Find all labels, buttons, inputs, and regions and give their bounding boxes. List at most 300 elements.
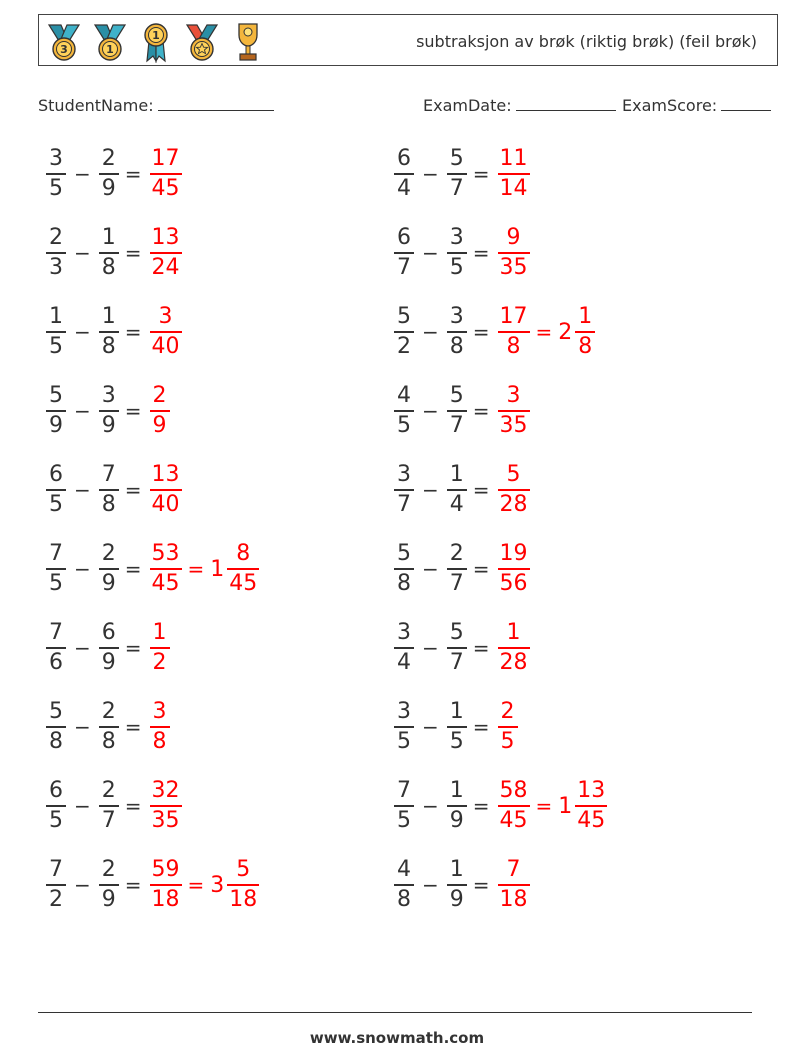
problem-item: [44, 458, 184, 522]
subtrahend-fraction: [99, 701, 119, 753]
subtrahend-numerator: 2: [101, 857, 116, 883]
minuend-fraction: [46, 385, 66, 437]
answer: [496, 148, 532, 200]
minuend-denominator: 5: [49, 175, 63, 201]
minus-sign: −: [74, 715, 91, 739]
answer: [148, 780, 184, 832]
subtrahend-denominator: 5: [449, 254, 464, 280]
subtrahend-fraction: [99, 148, 119, 200]
equals-sign: =: [124, 873, 142, 897]
subtrahend-numerator: 7: [101, 462, 116, 488]
answer: [496, 622, 532, 674]
subtrahend-denominator: 9: [101, 886, 116, 912]
minuend-fraction: [394, 227, 414, 279]
minuend-fraction: [394, 701, 414, 753]
answer-numerator: 2: [500, 699, 515, 725]
minuend-fraction: [394, 543, 414, 595]
answer-fraction: [150, 859, 182, 911]
minuend-fraction: [394, 148, 414, 200]
answer: [496, 464, 532, 516]
footer-divider: [38, 1012, 752, 1013]
answer-denominator: 14: [499, 175, 528, 201]
answer-denominator: 28: [499, 491, 528, 517]
equals-sign: =: [472, 399, 490, 423]
mixed-denominator: 45: [229, 570, 258, 596]
answer-fraction: [498, 148, 530, 200]
minuend-fraction: [46, 701, 66, 753]
answer-denominator: 40: [151, 333, 180, 359]
equals-sign: =: [472, 715, 490, 739]
answer: [496, 701, 520, 753]
trophy-icon: [229, 21, 267, 63]
answer: [148, 859, 262, 911]
minus-sign: −: [74, 794, 91, 818]
problem-item: [44, 142, 184, 206]
subtrahend-fraction: [447, 306, 467, 358]
answer-numerator: 2: [152, 383, 167, 409]
subtrahend-fraction: [447, 780, 467, 832]
answer: [148, 701, 172, 753]
minuend-numerator: 3: [49, 146, 63, 172]
minus-sign: −: [74, 399, 91, 423]
problem-item: [44, 300, 184, 364]
subtrahend-fraction: [99, 780, 119, 832]
student-name-label: StudentName:: [38, 96, 154, 115]
answer-numerator: 3: [152, 699, 167, 725]
mixed-equals-sign: =: [535, 794, 553, 818]
minuend-fraction: [394, 622, 414, 674]
answer-numerator: 3: [158, 304, 173, 330]
answer-fraction: [498, 385, 530, 437]
answer-denominator: 35: [151, 807, 180, 833]
minus-sign: −: [422, 162, 439, 186]
answer-fraction: [150, 622, 170, 674]
medal-row: [45, 21, 267, 63]
subtrahend-numerator: 3: [101, 383, 116, 409]
problem-item: [44, 774, 184, 838]
minuend-fraction: [46, 859, 66, 911]
mixed-fraction: [575, 780, 607, 832]
problem-item: [44, 221, 184, 285]
mixed-denominator: 45: [577, 807, 606, 833]
minuend-numerator: 7: [49, 620, 63, 646]
answer-denominator: 18: [151, 886, 180, 912]
minuend-fraction: [394, 859, 414, 911]
minus-sign: −: [422, 715, 439, 739]
answer-denominator: 45: [499, 807, 528, 833]
answer-numerator: 58: [499, 778, 528, 804]
minuend-denominator: 8: [397, 886, 411, 912]
answer-numerator: 7: [506, 857, 521, 883]
equals-sign: =: [124, 557, 142, 581]
student-name-field[interactable]: [158, 92, 274, 111]
answer-fraction: [150, 701, 170, 753]
mixed-denominator: 8: [578, 333, 593, 359]
subtrahend-denominator: 8: [101, 254, 116, 280]
minuend-fraction: [46, 543, 66, 595]
minuend-numerator: 4: [397, 383, 411, 409]
answer-denominator: 35: [499, 412, 528, 438]
problem-item: [44, 379, 172, 443]
problem-item: [392, 616, 532, 680]
minus-sign: −: [422, 636, 439, 660]
subtrahend-fraction: [99, 464, 119, 516]
answer-denominator: 9: [152, 412, 167, 438]
answer: [496, 227, 532, 279]
mixed-numerator: 5: [236, 857, 251, 883]
minus-sign: −: [74, 636, 91, 660]
subtrahend-denominator: 9: [101, 649, 116, 675]
answer-denominator: 24: [151, 254, 180, 280]
exam-score-field[interactable]: [721, 92, 771, 111]
answer: [496, 543, 532, 595]
answer: [496, 859, 532, 911]
subtrahend-denominator: 8: [101, 728, 116, 754]
equals-sign: =: [472, 478, 490, 502]
answer-fraction: [498, 622, 530, 674]
subtrahend-numerator: 2: [101, 146, 116, 172]
answer: [148, 543, 262, 595]
subtrahend-numerator: 2: [101, 778, 116, 804]
answer-numerator: 17: [499, 304, 528, 330]
problem-item: [44, 853, 261, 917]
subtrahend-fraction: [99, 622, 119, 674]
subtrahend-numerator: 3: [449, 225, 464, 251]
answer-numerator: 59: [151, 857, 180, 883]
answer-denominator: 8: [152, 728, 167, 754]
exam-date-label: ExamDate:: [423, 96, 512, 115]
minuend-fraction: [46, 622, 66, 674]
minus-sign: −: [74, 320, 91, 344]
subtrahend-numerator: 2: [101, 699, 116, 725]
minuend-denominator: 7: [397, 491, 411, 517]
minuend-numerator: 3: [397, 620, 411, 646]
answer-denominator: 28: [499, 649, 528, 675]
subtrahend-numerator: 1: [449, 699, 464, 725]
student-name-row: [38, 92, 274, 115]
equals-sign: =: [124, 320, 142, 344]
svg-text:1: 1: [152, 29, 160, 42]
minuend-denominator: 7: [397, 254, 411, 280]
minuend-denominator: 5: [397, 412, 411, 438]
minuend-numerator: 5: [49, 383, 63, 409]
answer: [148, 385, 172, 437]
minuend-fraction: [46, 306, 66, 358]
minuend-fraction: [46, 464, 66, 516]
minus-sign: −: [74, 162, 91, 186]
answer-numerator: 13: [151, 225, 180, 251]
answer-numerator: 1: [506, 620, 521, 646]
equals-sign: =: [124, 636, 142, 660]
problem-item: [392, 537, 532, 601]
minus-sign: −: [422, 478, 439, 502]
minuend-denominator: 5: [49, 333, 63, 359]
minuend-denominator: 5: [49, 570, 63, 596]
answer-denominator: 18: [499, 886, 528, 912]
minuend-fraction: [394, 306, 414, 358]
answer-fraction: [150, 306, 182, 358]
minuend-numerator: 7: [49, 857, 63, 883]
answer-denominator: 5: [500, 728, 515, 754]
subtrahend-numerator: 3: [449, 304, 464, 330]
ribbon-medal-1-icon: [137, 21, 175, 63]
answer-numerator: 13: [151, 462, 180, 488]
minuend-numerator: 7: [397, 778, 411, 804]
minuend-numerator: 6: [49, 462, 63, 488]
star-medal-icon: [183, 21, 221, 63]
answer-fraction: [498, 227, 530, 279]
minuend-numerator: 5: [397, 304, 411, 330]
answer-denominator: 40: [151, 491, 180, 517]
answer-fraction: [498, 306, 530, 358]
exam-score-row: [622, 92, 771, 115]
subtrahend-denominator: 9: [449, 807, 464, 833]
subtrahend-denominator: 8: [449, 333, 464, 359]
equals-sign: =: [124, 478, 142, 502]
answer-numerator: 53: [151, 541, 180, 567]
minuend-denominator: 5: [49, 491, 63, 517]
answer-numerator: 9: [506, 225, 521, 251]
subtrahend-fraction: [447, 701, 467, 753]
problem-item: [44, 616, 172, 680]
subtrahend-denominator: 9: [101, 412, 116, 438]
answer-numerator: 1: [152, 620, 167, 646]
minus-sign: −: [74, 557, 91, 581]
equals-sign: =: [472, 241, 490, 265]
minus-sign: −: [422, 557, 439, 581]
minuend-numerator: 3: [397, 699, 411, 725]
minuend-fraction: [394, 780, 414, 832]
answer: [148, 464, 184, 516]
minuend-numerator: 1: [49, 304, 63, 330]
minuend-numerator: 5: [397, 541, 411, 567]
problem-item: [392, 221, 532, 285]
answer-numerator: 5: [506, 462, 521, 488]
minus-sign: −: [422, 873, 439, 897]
subtrahend-denominator: 8: [101, 333, 116, 359]
equals-sign: =: [472, 320, 490, 344]
minuend-numerator: 6: [397, 146, 411, 172]
answer-numerator: 11: [499, 146, 528, 172]
subtrahend-fraction: [99, 859, 119, 911]
answer-denominator: 45: [151, 175, 180, 201]
subtrahend-numerator: 1: [449, 462, 464, 488]
subtrahend-fraction: [447, 859, 467, 911]
problem-item: [392, 458, 532, 522]
mixed-fraction: [227, 859, 259, 911]
answer-fraction: [150, 148, 182, 200]
minuend-fraction: [46, 780, 66, 832]
minus-sign: −: [422, 399, 439, 423]
minuend-denominator: 3: [49, 254, 63, 280]
minus-sign: −: [422, 794, 439, 818]
medal-1-icon: [91, 21, 129, 63]
minuend-fraction: [394, 464, 414, 516]
answer: [496, 780, 610, 832]
minus-sign: −: [422, 320, 439, 344]
worksheet-title: subtraksjon av brøk (riktig brøk) (feil brøk): [416, 32, 757, 51]
equals-sign: =: [124, 715, 142, 739]
subtrahend-denominator: 7: [449, 649, 464, 675]
answer: [148, 227, 184, 279]
answer-fraction: [498, 701, 518, 753]
problem-item: [392, 853, 532, 917]
subtrahend-denominator: 9: [101, 570, 116, 596]
mixed-numerator: 13: [577, 778, 606, 804]
problem-item: [392, 774, 609, 838]
answer-denominator: 8: [506, 333, 521, 359]
minuend-denominator: 4: [397, 649, 411, 675]
answer-numerator: 32: [151, 778, 180, 804]
minuend-denominator: 4: [397, 175, 411, 201]
subtrahend-fraction: [99, 543, 119, 595]
subtrahend-fraction: [99, 385, 119, 437]
answer-fraction: [150, 464, 182, 516]
mixed-fraction: [227, 543, 259, 595]
minuend-numerator: 5: [49, 699, 63, 725]
subtrahend-numerator: 1: [101, 225, 116, 251]
subtrahend-denominator: 7: [101, 807, 116, 833]
equals-sign: =: [472, 557, 490, 581]
mixed-whole-number: 1: [558, 793, 573, 819]
minuend-fraction: [46, 227, 66, 279]
minuend-denominator: 2: [397, 333, 411, 359]
equals-sign: =: [124, 794, 142, 818]
minus-sign: −: [74, 241, 91, 265]
minuend-numerator: 4: [397, 857, 411, 883]
minuend-denominator: 9: [49, 412, 63, 438]
subtrahend-denominator: 7: [449, 412, 464, 438]
problem-item: [44, 695, 172, 759]
answer: [148, 622, 172, 674]
answer-fraction: [150, 543, 182, 595]
problem-item: [392, 300, 597, 364]
answer-denominator: 45: [151, 570, 180, 596]
exam-date-field[interactable]: [516, 92, 616, 111]
subtrahend-numerator: 6: [101, 620, 116, 646]
minuend-denominator: 6: [49, 649, 63, 675]
mixed-equals-sign: =: [187, 873, 205, 897]
equals-sign: =: [124, 241, 142, 265]
minus-sign: −: [74, 478, 91, 502]
minuend-denominator: 5: [49, 807, 63, 833]
answer: [496, 385, 532, 437]
subtrahend-numerator: 1: [101, 304, 116, 330]
subtrahend-denominator: 9: [101, 175, 116, 201]
subtrahend-denominator: 4: [449, 491, 464, 517]
minuend-denominator: 8: [397, 570, 411, 596]
subtrahend-denominator: 7: [449, 175, 464, 201]
answer-numerator: 17: [151, 146, 180, 172]
subtrahend-fraction: [99, 306, 119, 358]
mixed-whole-number: 1: [210, 556, 225, 582]
answer-denominator: 56: [499, 570, 528, 596]
subtrahend-fraction: [447, 148, 467, 200]
minus-sign: −: [74, 873, 91, 897]
mixed-equals-sign: =: [535, 320, 553, 344]
answer-fraction: [150, 780, 182, 832]
mixed-whole-number: 2: [558, 319, 573, 345]
mixed-equals-sign: =: [187, 557, 205, 581]
equals-sign: =: [124, 162, 142, 186]
minuend-fraction: [394, 385, 414, 437]
subtrahend-numerator: 5: [449, 620, 464, 646]
minuend-denominator: 5: [397, 807, 411, 833]
answer-fraction: [498, 859, 530, 911]
minuend-numerator: 6: [397, 225, 411, 251]
answer-denominator: 2: [152, 649, 167, 675]
mixed-numerator: 1: [578, 304, 593, 330]
svg-text:3: 3: [60, 43, 68, 56]
subtrahend-fraction: [447, 622, 467, 674]
subtrahend-denominator: 7: [449, 570, 464, 596]
answer: [148, 148, 184, 200]
minuend-denominator: 8: [49, 728, 63, 754]
subtrahend-fraction: [447, 543, 467, 595]
problem-item: [392, 695, 520, 759]
answer-fraction: [498, 543, 530, 595]
minuend-numerator: 6: [49, 778, 63, 804]
answer-fraction: [498, 780, 530, 832]
worksheet-header: [38, 14, 778, 66]
answer: [148, 306, 184, 358]
footer-url: www.snowmath.com: [309, 1029, 485, 1047]
answer: [496, 306, 598, 358]
equals-sign: =: [472, 873, 490, 897]
subtrahend-numerator: 2: [449, 541, 464, 567]
equals-sign: =: [472, 162, 490, 186]
minuend-denominator: 2: [49, 886, 63, 912]
answer-denominator: 35: [499, 254, 528, 280]
mixed-whole-number: 3: [210, 872, 225, 898]
answer-fraction: [150, 385, 170, 437]
problem-item: [44, 537, 261, 601]
minuend-numerator: 2: [49, 225, 63, 251]
answer-numerator: 3: [506, 383, 521, 409]
svg-text:1: 1: [106, 43, 114, 56]
subtrahend-numerator: 1: [449, 857, 464, 883]
problem-item: [392, 142, 532, 206]
equals-sign: =: [124, 399, 142, 423]
subtrahend-fraction: [447, 227, 467, 279]
exam-date-row: [423, 92, 616, 115]
answer-fraction: [150, 227, 182, 279]
subtrahend-denominator: 9: [449, 886, 464, 912]
answer-fraction: [498, 464, 530, 516]
problem-item: [392, 379, 532, 443]
medal-3-icon: [45, 21, 83, 63]
exam-score-label: ExamScore:: [622, 96, 718, 115]
subtrahend-fraction: [99, 227, 119, 279]
subtrahend-denominator: 5: [449, 728, 464, 754]
minuend-numerator: 3: [397, 462, 411, 488]
minuend-denominator: 5: [397, 728, 411, 754]
minuend-numerator: 7: [49, 541, 63, 567]
equals-sign: =: [472, 794, 490, 818]
subtrahend-numerator: 2: [101, 541, 116, 567]
subtrahend-fraction: [447, 385, 467, 437]
mixed-fraction: [575, 306, 595, 358]
subtrahend-denominator: 8: [101, 491, 116, 517]
minuend-fraction: [46, 148, 66, 200]
mixed-numerator: 8: [236, 541, 251, 567]
equals-sign: =: [472, 636, 490, 660]
minus-sign: −: [422, 241, 439, 265]
mixed-denominator: 18: [229, 886, 258, 912]
answer-numerator: 19: [499, 541, 528, 567]
subtrahend-fraction: [447, 464, 467, 516]
subtrahend-numerator: 5: [449, 383, 464, 409]
